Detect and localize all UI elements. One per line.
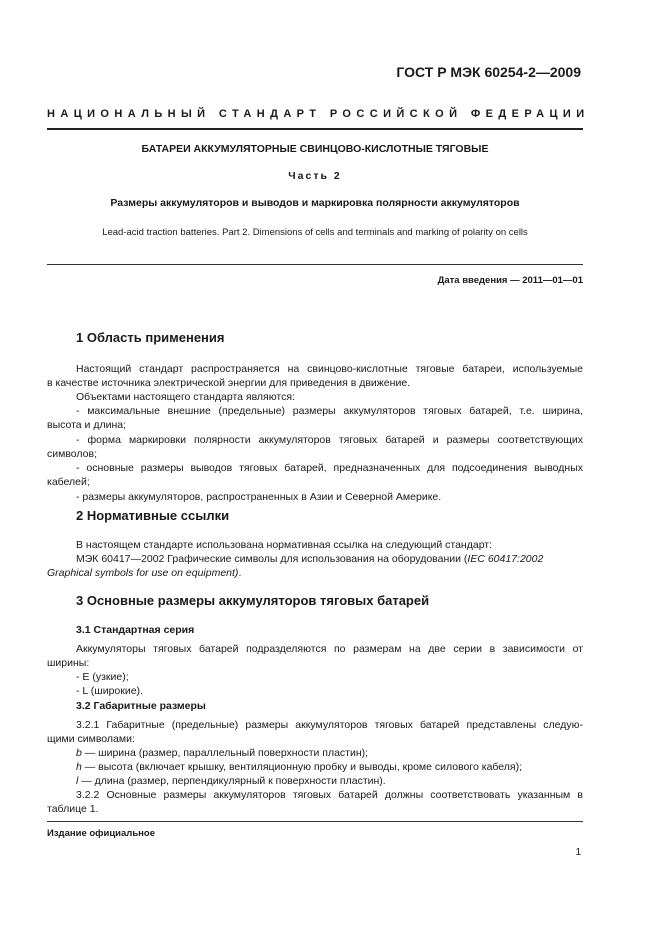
subsection-3-1-heading: 3.1 Стандартная серия <box>76 624 195 636</box>
subsection-3-2-line <box>47 718 583 733</box>
header-rule <box>47 128 583 130</box>
footer-rule <box>47 821 583 822</box>
section-1-line <box>47 433 583 448</box>
symbol-h: h <box>76 761 82 773</box>
english-title: Lead-acid traction batteries. Part 2. Dimensions of cells and terminals and marking of polarity on cells <box>102 227 528 238</box>
section-1-line: - размеры аккумуляторов, распространенных в Азии и Северной Америке. <box>76 491 442 503</box>
section-1-line <box>47 404 583 419</box>
definition-h <box>76 760 522 775</box>
definition-text: — ширина (размер, параллельный поверхности пластин); <box>81 747 369 759</box>
text-line: - максимальные внешние (предельные) размеры аккумуляторов тяговых батарей, т.е. ширина, <box>76 405 583 417</box>
section-1-line: Объектами настоящего стандарта являются: <box>76 391 295 403</box>
section-2-heading: 2 Нормативные ссылки <box>76 508 230 523</box>
section-1-heading: 1 Область применения <box>76 330 225 345</box>
reference-text-italic: Graphical symbols for use on equipment) <box>47 567 239 579</box>
symbol-l: l <box>76 775 79 787</box>
part-label: Часть 2 <box>288 170 342 182</box>
section-3-heading: 3 Основные размеры аккумуляторов тяговых батарей <box>76 593 430 608</box>
effective-date: Дата введения — 2011—01—01 <box>437 275 583 286</box>
text-line: 3.2.1 Габаритные (предельные) размеры аккумуляторов тяговых батарей представлены следую- <box>76 719 583 731</box>
subsection-3-1-line: - Е (узкие); <box>76 671 129 683</box>
section-1-line: кабелей; <box>47 476 90 488</box>
section-1-line <box>47 461 583 476</box>
text-line: - основные размеры выводов тяговых батарей, предназначенных для подсоединения выводных <box>76 462 583 474</box>
subsection-3-1-line <box>47 642 583 657</box>
definition-b <box>76 746 368 761</box>
subsection-3-2-line: щими символами: <box>47 733 135 745</box>
subsection-3-1-line: ширины: <box>47 657 90 669</box>
subsection-3-2-line: таблице 1. <box>47 803 99 815</box>
page-number: 1 <box>575 847 581 858</box>
reference-text: МЭК 60417—2002 Графические символы для использования на оборудовании ( <box>76 553 468 565</box>
reference-text: . <box>238 567 242 579</box>
national-standard-banner: НАЦИОНАЛЬНЫЙ СТАНДАРТ РОССИЙСКОЙ ФЕДЕРАЦИИ <box>47 108 590 120</box>
definition-text: — высота (включает крышку, вентиляционную пробку и выводы, кроме силового кабеля); <box>81 761 523 773</box>
document-title: БАТАРЕИ АККУМУЛЯТОРНЫЕ СВИНЦОВО-КИСЛОТНЫЕ ТЯГОВЫЕ <box>141 143 489 155</box>
title-rule <box>47 264 583 265</box>
edition-label: Издание официальное <box>47 828 155 839</box>
definition-l <box>76 774 386 789</box>
section-1-line: символов; <box>47 448 97 460</box>
text-line: 3.2.2 Основные размеры аккумуляторов тяговых батарей должны соответствовать указанным в <box>76 789 583 801</box>
definition-text: — длина (размер, перпендикулярный к поверхности пластин). <box>78 775 386 787</box>
symbol-b: b <box>76 747 82 759</box>
subsection-3-2-line <box>47 788 583 803</box>
subsection-3-2-heading: 3.2 Габаритные размеры <box>76 700 206 712</box>
text-line: Настоящий стандарт распространяется на свинцово-кислотные тяговые батареи, используемые <box>76 363 583 375</box>
section-2-reference-cont <box>47 566 241 581</box>
section-2-line: В настоящем стандарте использована нормативная ссылка на следующий стандарт: <box>76 539 493 551</box>
section-1-line: высота и длина; <box>47 419 127 431</box>
reference-text-italic: IEC 60417:2002 <box>467 553 544 565</box>
text-line: - форма маркировки полярности аккумуляторов тяговых батарей и размеры соответствующих <box>76 434 583 446</box>
document-subtitle: Размеры аккумуляторов и выводов и маркировка полярности аккумуляторов <box>110 197 520 209</box>
section-1-line: в качестве источника электрической энергии для приведения в движение. <box>47 377 411 389</box>
section-2-reference <box>76 552 543 567</box>
subsection-3-1-line: - L (широкие). <box>76 685 143 697</box>
document-code: ГОСТ Р МЭК 60254-2—2009 <box>396 64 581 80</box>
text-line: Аккумуляторы тяговых батарей подразделяются по размерам на две серии в зависимости от <box>76 643 583 655</box>
section-1-line <box>47 362 583 377</box>
